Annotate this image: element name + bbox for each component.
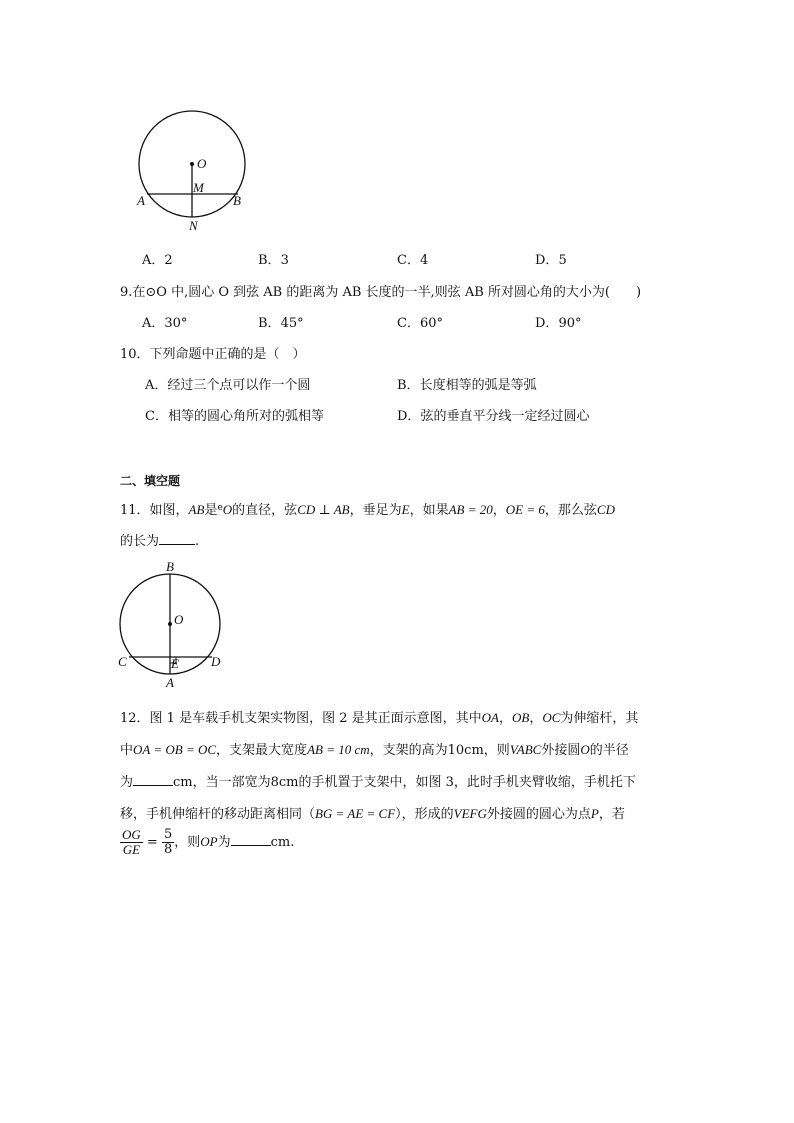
q12-answer-blank-1[interactable]	[133, 773, 173, 786]
fraction-og-ge: $\frac{OG}{GE}$	[122, 827, 141, 857]
q12-line5: $\frac{OG}{GE}$ = $\frac{5}{8}$ ，则OP为 cm.	[122, 827, 295, 857]
q10-stem: 10．下列命题中正确的是（ ）	[120, 347, 306, 362]
center-point	[168, 622, 172, 626]
q12-answer-blank-2[interactable]	[231, 833, 271, 846]
q9-option-d[interactable]: D．90°	[535, 316, 582, 331]
label-d: D	[211, 654, 221, 669]
q11-line2: 的长为 .	[120, 534, 200, 549]
q12-line2: 中OA = OB = OC，支架最大宽度AB = 10 cm，支架的高为10cm，则VABC外接圆O的半径	[120, 742, 629, 758]
q10-option-b[interactable]: B．长度相等的弧是等弧	[397, 378, 537, 393]
label-n: N	[189, 218, 198, 233]
label-a: A	[137, 193, 145, 208]
q8-option-a[interactable]: A．2	[142, 253, 173, 268]
label-a: A	[166, 675, 174, 690]
q12-line4: 移，手机伸缩杆的移动距离相同（BG = AE = CF），形成的VEFG外接圆的圆心为点P，若	[120, 806, 625, 822]
q11-line1: 11．如图，AB是$^e$O的直径，弦CD ⊥ AB，垂足为E，如果AB = 20，OE = 6，那么弦CD	[120, 502, 615, 518]
q9-option-b[interactable]: B．45°	[258, 316, 304, 331]
label-b: B	[166, 559, 174, 574]
q8-option-c[interactable]: C．4	[397, 253, 429, 268]
label-b: B	[233, 193, 241, 208]
label-o: O	[174, 612, 184, 627]
q8-option-b[interactable]: B．3	[258, 253, 289, 268]
q11-answer-blank[interactable]	[159, 532, 195, 545]
center-point	[190, 162, 194, 166]
section-heading: 二、填空题	[120, 474, 181, 488]
q9-stem: 9.在⊙O 中,圆心 O 到弦 AB 的距离为 AB 长度的一半,则弦 AB 所对圆心角的大小为( )	[120, 285, 642, 300]
q10-option-a[interactable]: A．经过三个点可以作一个圆	[145, 378, 311, 393]
label-c: C	[118, 654, 127, 669]
q8-option-d[interactable]: D．5	[535, 253, 567, 268]
q10-option-c[interactable]: C．相等的圆心角所对的弧相等	[145, 409, 324, 424]
label-e: E	[171, 656, 179, 671]
figure-circle-omn	[130, 110, 260, 235]
q9-option-c[interactable]: C．60°	[397, 316, 443, 331]
q12-line3: 为 cm，当一部宽为8cm的手机置于支架中，如图 3，此时手机夹臂收缩，手机托下	[120, 775, 636, 790]
figure-circle-cd	[110, 558, 235, 693]
q9-option-a[interactable]: A．30°	[142, 316, 188, 331]
label-m: M	[193, 180, 204, 195]
fraction-5-8: $\frac{5}{8}$	[163, 827, 173, 857]
q12-line1: 12．图 1 是车载手机支架实物图，图 2 是其正面示意图，其中OA，OB，OC为伸缩杆，其	[120, 710, 639, 726]
q10-option-d[interactable]: D．弦的垂直平分线一定经过圆心	[397, 409, 590, 424]
label-o: O	[197, 156, 207, 171]
